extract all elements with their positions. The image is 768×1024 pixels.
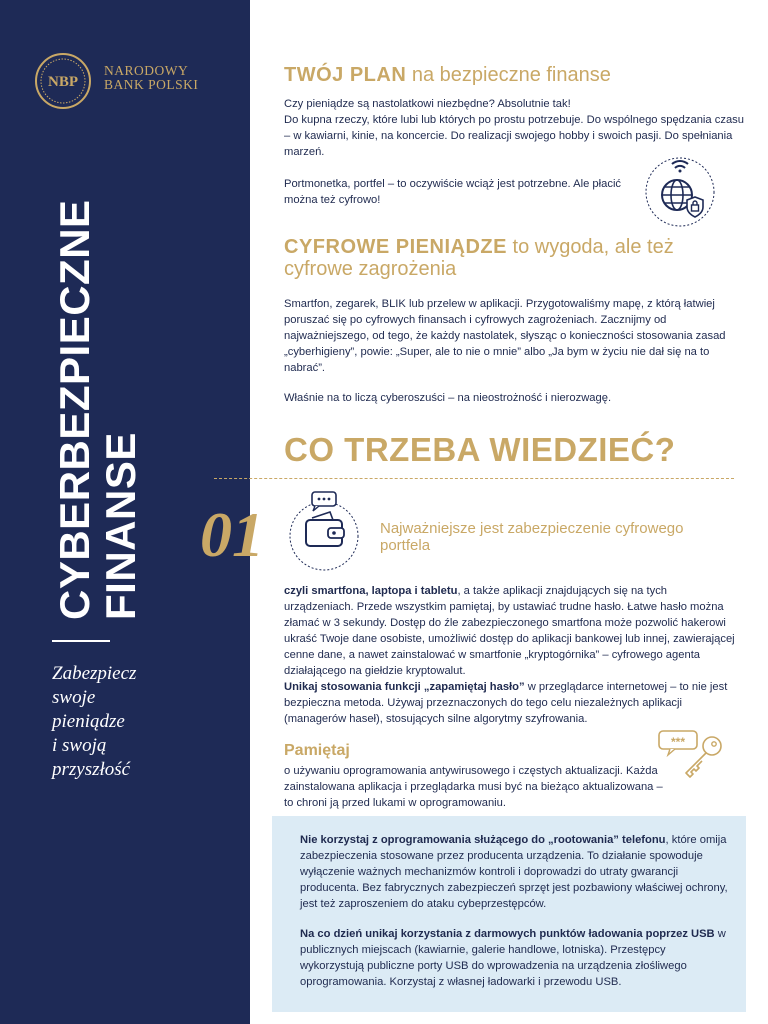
info-box-p2-text: w publicznych miejscach (kawiarnie, galerie handlowe, lotniska). Przestępcy wykorzystują publiczne porty USB do wprowadzenia na urządzenia złośliwego oprogramowania. Korzystaj z własnej ładowarki i przewodu USB.	[300, 928, 726, 988]
cyfrowe-heading	[284, 236, 724, 280]
divider	[52, 640, 110, 642]
svg-text:NBP: NBP	[48, 74, 78, 90]
svg-text:***: ***	[670, 735, 686, 749]
cyfrowe-body2: Właśnie na to liczą cyberoszuści – na nieostrożność i nierozwagę.	[284, 392, 612, 404]
item-body2-text: w przeglądarce internetowej – to nie jest bezpieczna metoda. Używaj przeznaczonych do tego celu niezależnych aplikacji (managerów haseł), stosujących silne algorytmy szyfrowania.	[284, 681, 728, 725]
tagline	[52, 662, 136, 782]
secure-globe-icon	[640, 150, 720, 230]
bank-name-line1: NARODOWY	[104, 63, 189, 78]
bank-name	[104, 64, 198, 92]
tagline-line: pieniądze	[52, 711, 125, 732]
item-body-bold: czyli smartfona, laptopa i tabletu	[284, 585, 458, 597]
info-box-paragraph-2	[300, 926, 732, 990]
info-box-paragraph-1	[300, 832, 732, 912]
dashed-divider	[214, 478, 734, 479]
item-number: 01	[200, 499, 264, 570]
pamietaj-heading: Pamiętaj	[284, 742, 350, 759]
cyfrowe-heading-bold: CYFROWE PIENIĄDZE	[284, 236, 507, 258]
tagline-line: Zabezpiecz	[52, 663, 137, 684]
vertical-title	[51, 199, 144, 620]
item-body2-bold: Unikaj stosowania funkcji „zapamiętaj hasło”	[284, 681, 525, 693]
plan-heading-bold: TWÓJ PLAN	[284, 64, 407, 86]
cyfrowe-heading-rest: to wygoda, ale też cyfrowe zagrożenia	[284, 236, 674, 280]
title-line1: CYBERBEZPIECZNE	[51, 199, 98, 620]
tagline-line: przyszłość	[52, 759, 131, 780]
plan-body-line: Do kupna rzeczy, które lubi lub których po prostu potrzebuje. Do wspólnego spędzania czasu – w kawiarni, kinie, na koncercie. Do realizacji swojego hobby i swoich pasji. Do spełniania marzeń.	[284, 114, 744, 158]
plan-body2: Portmonetka, portfel – to oczywiście wciąż jest potrzebne. Ale płacić można też cyfrowo!	[284, 178, 622, 206]
plan-heading-rest: na bezpieczne finanse	[406, 64, 611, 86]
tagline-line: i swoją	[52, 735, 107, 756]
bank-name-line2: BANK POLSKI	[104, 77, 199, 92]
cyfrowe-body: Smartfon, zegarek, BLIK lub przelew w aplikacji. Przygotowaliśmy mapę, z którą łatwiej poruszać się po cyfrowych finansach i cyfrowych zagrożeniach. Zacznijmy od najważniejszego, od tego, że każdy nastolatek, słysząc o konieczności stosowania zasad „cyberhigieny”, powie: „Super, ale to nie o mnie” albo „Ja bym w życiu nie dał się na to nabrać”.	[284, 298, 726, 374]
plan-body-line: Czy pieniądze są nastolatkowi niezbędne? Absolutnie tak!	[284, 98, 571, 110]
tagline-line: swoje	[52, 687, 96, 708]
plan-heading	[284, 64, 611, 86]
info-box-p1-text: , które omija zabezpieczenia stosowane przez producenta urządzenia. To działanie spowoduje wyłączenie ważnych mechanizmów kontroli i doprowadzi do utraty gwarancji producenta. Bez fabrycznych zabezpieczeń sprzęt jest pozbawiony właściwej ochrony, jest też zaproszeniem do ataku cybeprzestępców.	[300, 834, 728, 910]
pamietaj-body: o używaniu oprogramowania antywirusowego i częstych aktualizacji. Każda zainstalowana aplikacja i przeglądarka musi być na bieżąco aktualizowana – to chroni ją przed lukami w oprogramowaniu.	[284, 765, 663, 809]
item-body	[284, 583, 736, 727]
item-heading: Najważniejsze jest zabezpieczenie cyfrowego portfela	[380, 520, 684, 554]
info-box-p2-bold: Na co dzień unikaj korzystania z darmowych punktów ładowania poprzez USB	[300, 928, 715, 940]
password-key-icon	[656, 726, 726, 780]
nbp-logo-icon	[34, 52, 92, 110]
wallet-icon	[282, 488, 366, 572]
title-line2: FINANSE	[97, 432, 144, 620]
section-heading: CO TRZEBA WIEDZIEĆ?	[284, 431, 676, 468]
item-body-text: , a także aplikacji znajdujących się na tych urządzeniach. Przede wszystkim pamiętaj, by ustawiać trudne hasło. Łatwe hasło można złamać w 3 sekundy. Dostęp do źle zabezpieczonego smartfona może pozwolić hakerowi ukraść Twoje dane osobiste, umożliwić dostęp do aplikacji bankowej lub innej, zawierającej cenne dane, a nawet zainstalować w smartfonie „kryptogórnika” – cyfrowego agenta działającego na giełdzie kryptowalut.	[284, 585, 735, 677]
info-box-p1-bold: Nie korzystaj z oprogramowania służącego do „rootowania” telefonu	[300, 834, 666, 846]
